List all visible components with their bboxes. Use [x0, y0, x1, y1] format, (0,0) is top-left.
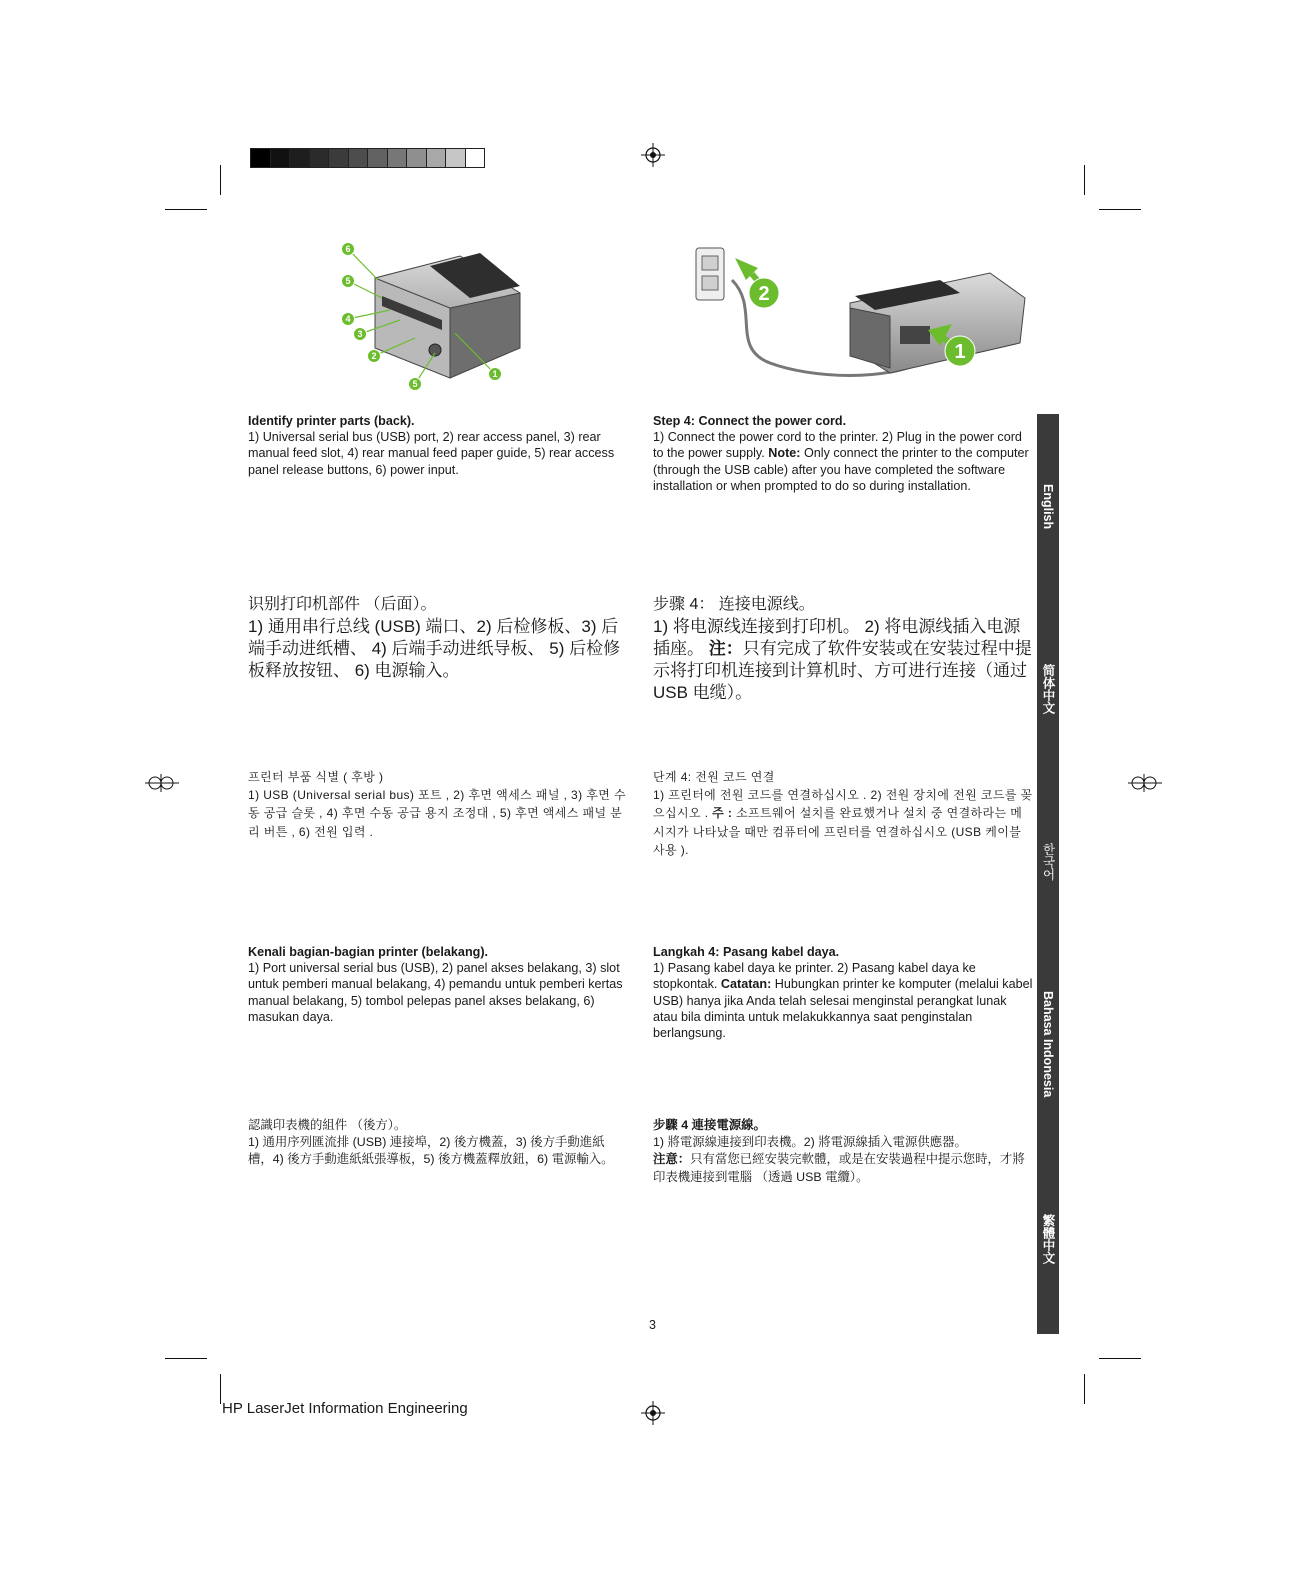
- grayscale-swatch: [407, 149, 427, 167]
- crop-mark: [165, 209, 207, 210]
- section-title: 단계 4: 전원 코드 연결: [653, 770, 775, 784]
- crop-mark: [220, 1374, 221, 1404]
- registration-mark-icon: [641, 1401, 665, 1425]
- body-text: 只有當您已經安裝完軟體，或是在安裝過程中提示您時，才將印表機連接到電腦 （透過 USB 電纜）。: [653, 1152, 1025, 1184]
- note-label: 주 :: [712, 806, 733, 821]
- section-body: 1) Port universal serial bus (USB), 2) panel akses belakang, 3) slot untuk pemberi manual belakang, 4) pemandu untuk pemberi kertas manual belakang, 5) tombol pelepas panel akses belakang, 6) masukan daya.: [248, 961, 623, 1024]
- body-text: 1) 将电源线连接到打印机。 2) 将电源线插入电源插座。: [653, 617, 1021, 658]
- body-text: 1) Pasang kabel daya ke printer. 2) Pasang kabel daya ke stopkontak.: [653, 961, 976, 992]
- note-label: Note:: [768, 446, 801, 461]
- section-title: 프린터 부품 식별 ( 후방 ): [248, 770, 384, 784]
- printer-back-figure: [330, 238, 530, 398]
- body-text: 只有完成了软件安装或在安装过程中提示将打印机连接到计算机时、方可进行连接（通过 USB 电缆）。: [653, 639, 1032, 702]
- callout-number: 3: [357, 329, 363, 340]
- body-text: 1) Connect the power cord to the printer. 2) Plug in the power cord to the power supply.: [653, 430, 1022, 461]
- section-body: 1) USB (Universal serial bus) 포트 , 2) 후면 액세스 패널 , 3) 후면 수동 공급 슬롯 , 4) 후면 수동 공급 용지 조정대 , 5) 후면 액세스 패널 분리 버튼 , 6) 전원 입력 .: [248, 788, 626, 839]
- zhtw-identify-parts: [248, 1117, 628, 1169]
- section-body: 1) 通用串行总线 (USB) 端口、2) 后检修板、3) 后端手动进纸槽、 4) 后端手动进纸导板、 5) 后检修板释放按钮、 6) 电源输入。: [248, 617, 621, 680]
- section-body: [653, 1134, 1033, 1186]
- grayscale-swatch: [290, 149, 310, 167]
- body-text: Hubungkan printer ke komputer (melalui kabel USB) hanya jika Anda telah selesai menginstal perangkat lunak atau bila diminta untuk melakukkannya saat penginstalan berlangsung.: [653, 977, 1033, 1041]
- tab-english: English: [1041, 483, 1055, 530]
- section-title: Kenali bagian-bagian printer (belakang).: [248, 945, 489, 959]
- body-text: 1) 將電源線連接到印表機。2) 將電源線插入電源供應器。: [653, 1135, 967, 1150]
- grayscale-swatch: [388, 149, 408, 167]
- power-cord-figure: [690, 238, 1035, 398]
- callout-number: 4: [345, 314, 351, 325]
- grayscale-swatch: [466, 149, 485, 167]
- tab-simplified-chinese: 简体中文: [1041, 664, 1055, 714]
- page-number: 3: [649, 1318, 656, 1332]
- callout-number: 6: [345, 244, 351, 255]
- id-connect-power: [653, 944, 1033, 1041]
- section-body: [653, 786, 1033, 859]
- crop-mark: [1084, 1374, 1085, 1404]
- section-body: 1) Universal serial bus (USB) port, 2) rear access panel, 3) rear manual feed slot, 4) rear manual feed paper guide, 5) rear access panel release buttons, 6) power input.: [248, 430, 615, 477]
- grayscale-swatch: [349, 149, 369, 167]
- section-body: [653, 616, 1033, 704]
- grayscale-swatch: [251, 149, 271, 167]
- tab-bahasa-indonesia: Bahasa Indonesia: [1041, 990, 1055, 1098]
- footer-text: HP LaserJet Information Engineering: [222, 1400, 468, 1417]
- callout-number: 5: [345, 276, 351, 287]
- grayscale-swatch: [329, 149, 349, 167]
- grayscale-swatch: [368, 149, 388, 167]
- en-identify-parts: [248, 413, 628, 478]
- en-connect-power: [653, 413, 1033, 494]
- note-label: 注：: [708, 639, 743, 658]
- callout-number: 2: [758, 283, 770, 306]
- note-label: 注意：: [653, 1152, 691, 1167]
- crop-mark: [220, 165, 221, 195]
- tab-traditional-chinese: 繁體中文: [1041, 1214, 1055, 1264]
- crop-mark: [165, 1358, 207, 1359]
- body-text: Only connect the printer to the computer (through the USB cable) after you have completed the software installation or when prompted to do so during installation.: [653, 446, 1029, 493]
- grayscale-swatch: [310, 149, 330, 167]
- crop-mark: [1099, 209, 1141, 210]
- crop-mark: [1084, 165, 1085, 195]
- crop-mark: [1099, 1358, 1141, 1359]
- registration-mark-icon: [641, 143, 665, 167]
- section-body: 1) 通用序列匯流排 (USB) 連接埠，2) 後方機蓋，3) 後方手動進紙槽，4) 後方手動進紙紙張導板，5) 後方機蓋釋放鈕，6) 電源輸入。: [248, 1135, 614, 1167]
- section-title: 识别打印机部件 （后面）。: [248, 596, 437, 613]
- grayscale-swatch: [446, 149, 466, 167]
- language-side-tab: [1037, 414, 1059, 1334]
- callout-number: 5: [412, 379, 418, 390]
- registration-mark-icon: [1128, 771, 1162, 795]
- section-title: 步骤 4： 连接电源线。: [653, 596, 815, 613]
- grayscale-swatch: [271, 149, 291, 167]
- ko-connect-power: [653, 768, 1033, 859]
- callout-number: 2: [371, 351, 377, 362]
- ko-identify-parts: [248, 768, 628, 841]
- grayscale-bar: [250, 148, 485, 168]
- zhtw-connect-power: [653, 1117, 1033, 1186]
- section-title: Langkah 4: Pasang kabel daya.: [653, 945, 840, 959]
- grayscale-swatch: [427, 149, 447, 167]
- registration-mark-icon: [145, 771, 179, 795]
- section-title: 認識印表機的組件 （後方）。: [248, 1118, 407, 1132]
- section-title: 步驟 4 連接電源線。: [653, 1118, 766, 1132]
- callout-number: 1: [954, 341, 966, 364]
- section-body: [653, 960, 1033, 1041]
- section-body: [653, 429, 1033, 494]
- callout-number: 1: [492, 369, 498, 380]
- section-title: Identify printer parts (back).: [248, 414, 415, 428]
- body-text: 1) 프린터에 전원 코드를 연결하십시오 . 2) 전원 장치에 전원 코드를 꽂으십시오 .: [653, 788, 1033, 821]
- tab-korean: 한국어: [1041, 842, 1055, 881]
- zhcn-connect-power: [653, 594, 1033, 704]
- id-identify-parts: [248, 944, 628, 1025]
- body-text: 소프트웨어 설치를 완료했거나 설치 중 연결하라는 메시지가 나타났을 때만 컴퓨터에 프린터를 연결하십시오 (USB 케이블 사용 ).: [653, 806, 1023, 857]
- note-label: Catatan:: [720, 977, 772, 992]
- zhcn-identify-parts: [248, 594, 628, 682]
- section-title: Step 4: Connect the power cord.: [653, 414, 847, 428]
